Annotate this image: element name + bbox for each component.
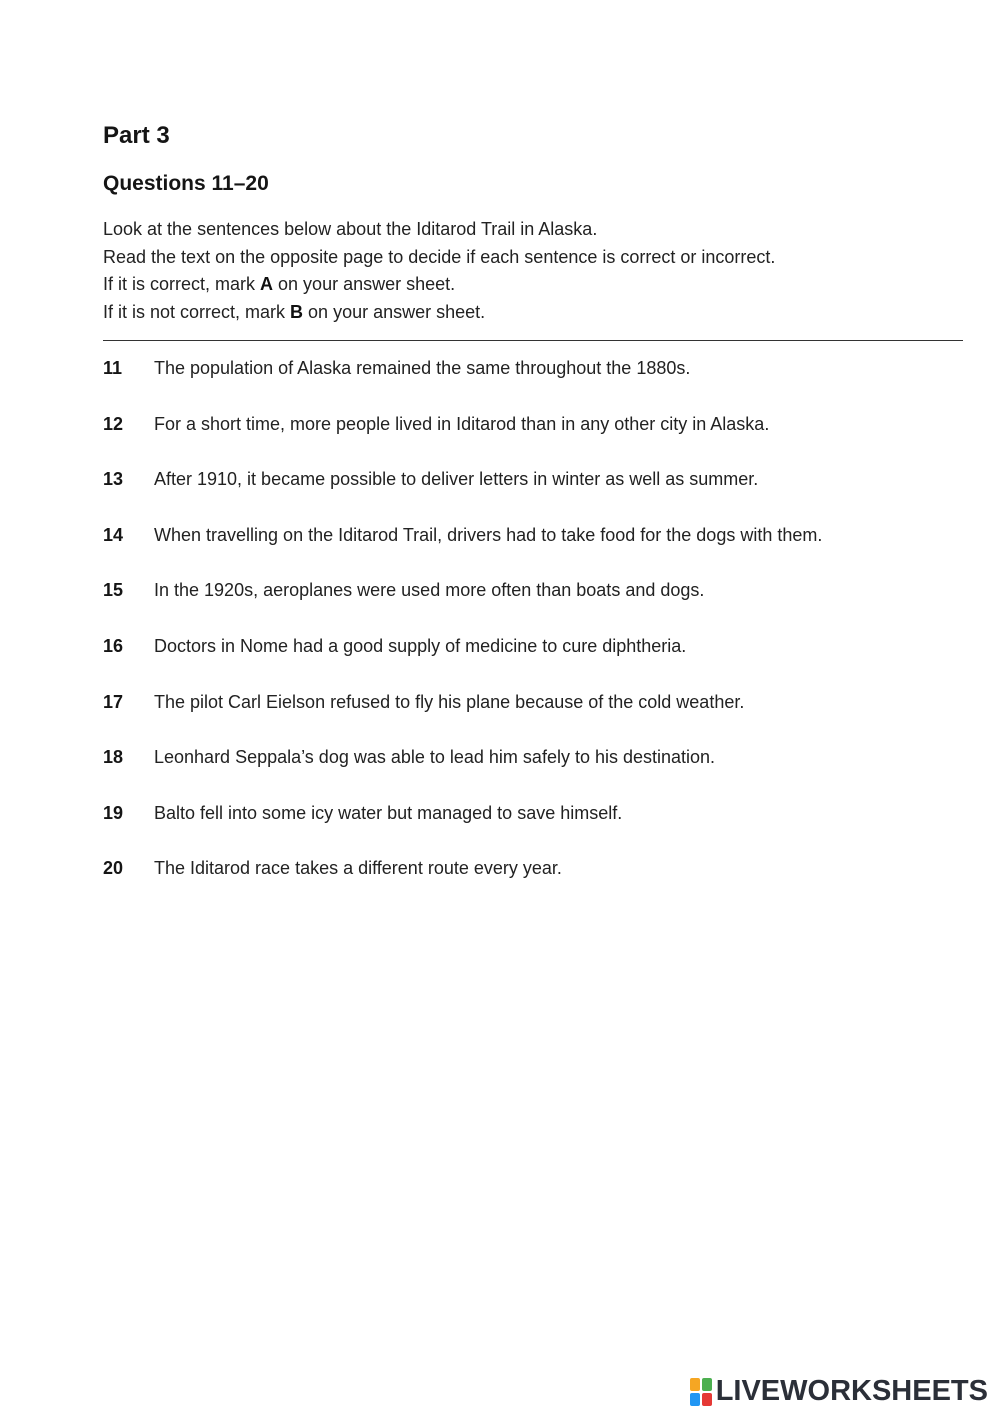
instructions (103, 216, 963, 326)
question-number: 13 (103, 469, 124, 490)
question-number: 11 (103, 358, 123, 378)
section-divider (103, 340, 963, 341)
instruction-line-2: Read the text on the opposite page to decide if each sentence is correct or incorrect. (103, 246, 776, 267)
logo-square-green (702, 1378, 712, 1391)
liveworksheets-logo-icon (690, 1378, 712, 1406)
answer-mark-b: B (290, 301, 304, 322)
question-item (103, 354, 983, 410)
instruction-line-4 (103, 299, 963, 327)
question-list (103, 354, 983, 910)
question-text: After 1910, it became possible to deliver letters in winter as well as summer. (154, 469, 759, 490)
instruction-line-4-pre: If it is not correct, mark (103, 301, 291, 322)
question-item (103, 854, 983, 910)
question-number: 12 (103, 413, 124, 434)
question-number: 19 (103, 802, 124, 823)
question-item (103, 576, 983, 632)
question-item (103, 743, 983, 799)
question-item (103, 632, 983, 688)
logo-square-orange (690, 1378, 700, 1391)
questions-range-title: Questions 11–20 (103, 172, 269, 195)
question-text: When travelling on the Iditarod Trail, drivers had to take food for the dogs with them. (154, 524, 823, 545)
liveworksheets-brand[interactable] (690, 1375, 988, 1408)
part-title: Part 3 (103, 122, 170, 149)
question-text: Balto fell into some icy water but managed to save himself. (154, 802, 623, 823)
instruction-line-3-post: on your answer sheet. (273, 274, 456, 294)
instruction-line-3 (103, 271, 963, 299)
question-item (103, 410, 983, 466)
question-number: 20 (103, 858, 124, 879)
answer-mark-a: A (260, 274, 274, 294)
question-text: Doctors in Nome had a good supply of medicine to cure diphtheria. (154, 635, 687, 656)
question-number: 15 (103, 580, 124, 601)
question-text: The Iditarod race takes a different route every year. (154, 858, 562, 879)
instruction-line-1: Look at the sentences below about the Iditarod Trail in Alaska. (103, 219, 598, 239)
question-text: Leonhard Seppala’s dog was able to lead him safely to his destination. (154, 747, 716, 768)
brand-name: LIVEWORKSHEETS (715, 1375, 988, 1407)
logo-square-red (702, 1393, 712, 1406)
question-item (103, 465, 983, 521)
question-number: 18 (103, 747, 124, 768)
question-number: 16 (103, 635, 124, 656)
question-item (103, 688, 983, 744)
instruction-line-3-pre: If it is correct, mark (103, 274, 261, 294)
logo-square-blue (690, 1393, 700, 1406)
question-item (103, 799, 983, 855)
question-text: The pilot Carl Eielson refused to fly his plane because of the cold weather. (154, 691, 745, 712)
instruction-line-4-post: on your answer sheet. (303, 301, 486, 322)
question-text: For a short time, more people lived in Iditarod than in any other city in Alaska. (154, 413, 770, 434)
question-text: In the 1920s, aeroplanes were used more often than boats and dogs. (154, 580, 705, 601)
question-number: 14 (103, 524, 124, 545)
question-text: The population of Alaska remained the same throughout the 1880s. (154, 358, 691, 378)
question-number: 17 (103, 691, 124, 712)
question-item (103, 521, 983, 577)
